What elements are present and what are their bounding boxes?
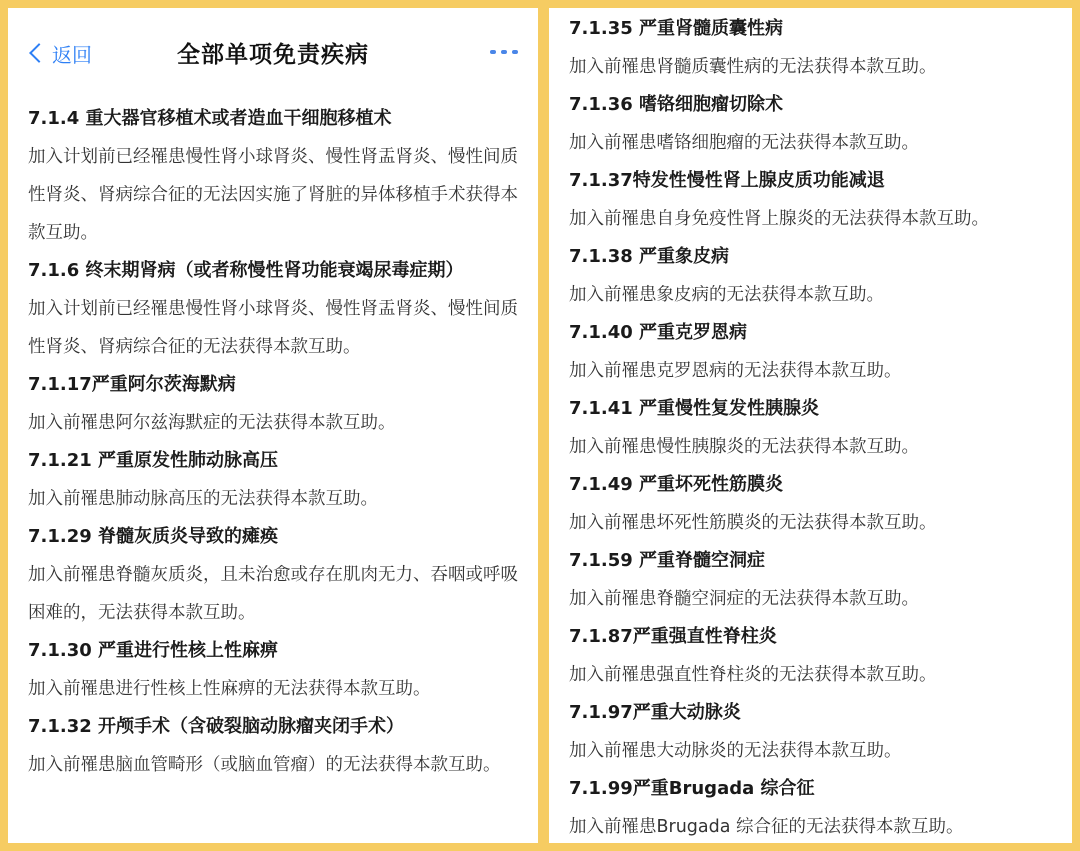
list-item bbox=[28, 518, 526, 632]
page-title: 全部单项免责疾病 bbox=[177, 42, 369, 68]
item-body: 加入计划前已经罹患慢性肾小球肾炎、慢性肾盂肾炎、慢性间质性肾炎、肾病综合征的无法因实施了肾脏的异体移植手术获得本款互助。 bbox=[28, 147, 518, 243]
item-title: 7.1.37特发性慢性肾上腺皮质功能减退 bbox=[569, 170, 885, 191]
item-body: 加入前罹患慢性胰腺炎的无法获得本款互助。 bbox=[569, 437, 919, 457]
item-body: 加入前罹患克罗恩病的无法获得本款互助。 bbox=[569, 361, 902, 381]
item-title: 7.1.49 严重坏死性筋膜炎 bbox=[569, 474, 784, 495]
more-dot bbox=[490, 50, 496, 54]
more-icon[interactable] bbox=[490, 48, 518, 56]
list-item bbox=[569, 162, 1064, 238]
item-title: 7.1.38 严重象皮病 bbox=[569, 246, 730, 267]
list-item bbox=[569, 314, 1064, 390]
item-title: 7.1.6 终末期肾病（或者称慢性肾功能衰竭尿毒症期） bbox=[28, 260, 464, 281]
item-body: 加入计划前已经罹患慢性肾小球肾炎、慢性肾盂肾炎、慢性间质性肾炎、肾病综合征的无法获得本款互助。 bbox=[28, 299, 518, 357]
item-title: 7.1.30 严重进行性核上性麻痹 bbox=[28, 640, 279, 661]
item-body: 加入前罹患大动脉炎的无法获得本款互助。 bbox=[569, 741, 902, 761]
list-item bbox=[569, 10, 1064, 86]
list-item bbox=[569, 238, 1064, 314]
list-item bbox=[28, 708, 526, 784]
list-item bbox=[28, 632, 526, 708]
list-item bbox=[569, 770, 1064, 843]
left-screenshot bbox=[8, 8, 538, 843]
list-item bbox=[569, 86, 1064, 162]
item-body: 加入前罹患嗜铬细胞瘤的无法获得本款互助。 bbox=[569, 133, 919, 153]
list-item bbox=[28, 366, 526, 442]
item-body: 加入前罹患自身免疫性肾上腺炎的无法获得本款互助。 bbox=[569, 209, 989, 229]
item-body: 加入前罹患坏死性筋膜炎的无法获得本款互助。 bbox=[569, 513, 937, 533]
list-item bbox=[569, 466, 1064, 542]
item-body: 加入前罹患脑血管畸形（或脑血管瘤）的无法获得本款互助。 bbox=[28, 755, 501, 775]
back-label: 返回 bbox=[52, 42, 92, 67]
nav-bar bbox=[8, 8, 538, 96]
item-title: 7.1.21 严重原发性肺动脉高压 bbox=[28, 450, 279, 471]
item-title: 7.1.40 严重克罗恩病 bbox=[569, 322, 748, 343]
item-title: 7.1.36 嗜铬细胞瘤切除术 bbox=[569, 94, 784, 115]
item-title: 7.1.35 严重肾髓质囊性病 bbox=[569, 18, 784, 39]
list-item bbox=[28, 252, 526, 366]
item-title: 7.1.32 开颅手术（含破裂脑动脉瘤夹闭手术） bbox=[28, 716, 405, 737]
item-body: 加入前罹患进行性核上性麻痹的无法获得本款互助。 bbox=[28, 679, 431, 699]
item-body: 加入前罹患强直性脊柱炎的无法获得本款互助。 bbox=[569, 665, 937, 685]
list-item bbox=[569, 694, 1064, 770]
list-item bbox=[569, 390, 1064, 466]
item-body: 加入前罹患阿尔兹海默症的无法获得本款互助。 bbox=[28, 413, 396, 433]
item-title: 7.1.17严重阿尔茨海默病 bbox=[28, 374, 236, 395]
item-body: 加入前罹患肾髓质囊性病的无法获得本款互助。 bbox=[569, 57, 937, 77]
list-item bbox=[28, 100, 526, 252]
item-title: 7.1.99严重Brugada 综合征 bbox=[569, 778, 815, 799]
item-title: 7.1.41 严重慢性复发性胰腺炎 bbox=[569, 398, 820, 419]
item-title: 7.1.87严重强直性脊柱炎 bbox=[569, 626, 777, 647]
item-title: 7.1.29 脊髓灰质炎导致的瘫痪 bbox=[28, 526, 279, 547]
item-body: 加入前罹患脊髓灰质炎，且未治愈或存在肌肉无力、吞咽或呼吸困难的，无法获得本款互助。 bbox=[28, 565, 518, 623]
more-dot bbox=[501, 50, 507, 54]
exclusion-list bbox=[569, 10, 1064, 843]
list-item bbox=[569, 542, 1064, 618]
item-body: 加入前罹患肺动脉高压的无法获得本款互助。 bbox=[28, 489, 378, 509]
item-title: 7.1.97严重大动脉炎 bbox=[569, 702, 741, 723]
right-screenshot bbox=[549, 8, 1072, 843]
list-item bbox=[569, 618, 1064, 694]
item-body: 加入前罹患Brugada 综合征的无法获得本款互助。 bbox=[569, 817, 964, 837]
item-title: 7.1.4 重大器官移植术或者造血干细胞移植术 bbox=[28, 108, 392, 129]
item-body: 加入前罹患象皮病的无法获得本款互助。 bbox=[569, 285, 884, 305]
item-body: 加入前罹患脊髓空洞症的无法获得本款互助。 bbox=[569, 589, 919, 609]
more-dot bbox=[512, 50, 518, 54]
item-title: 7.1.59 严重脊髓空洞症 bbox=[569, 550, 766, 571]
list-item bbox=[28, 442, 526, 518]
exclusion-list bbox=[28, 100, 526, 784]
